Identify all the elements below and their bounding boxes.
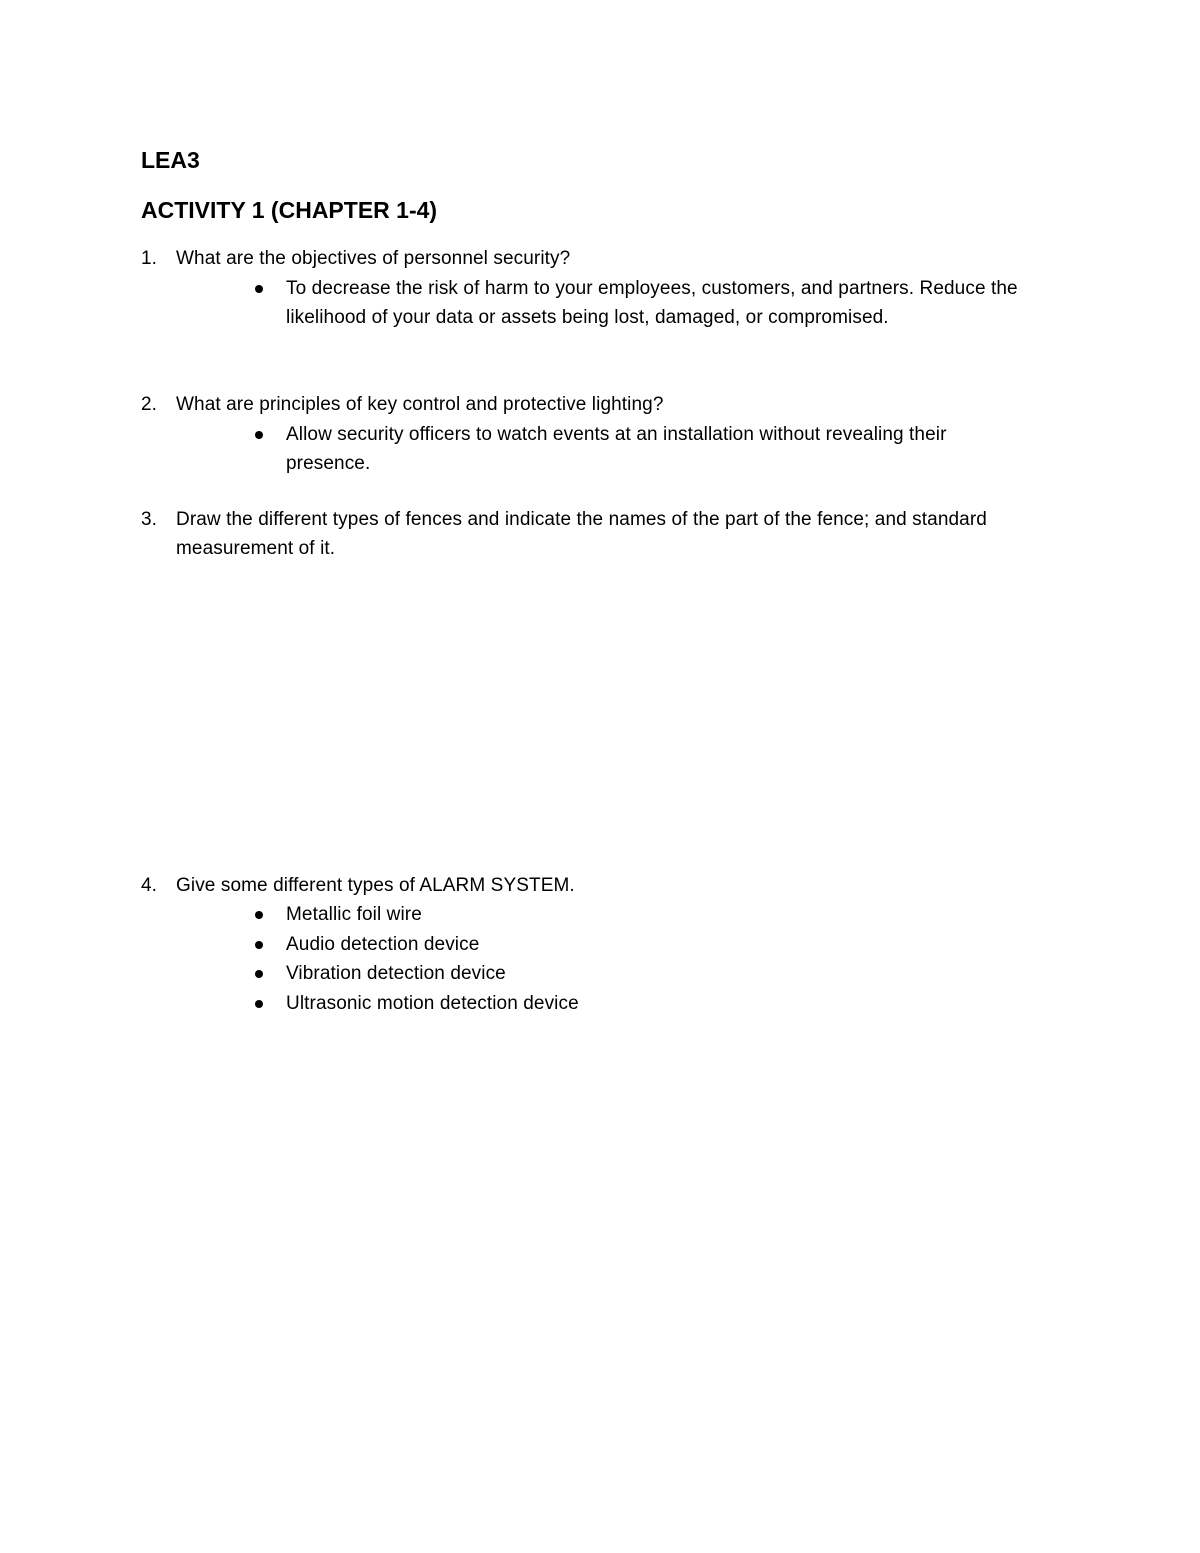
- question-text: measurement of it.: [176, 538, 336, 559]
- answer-text: Allow security officers to watch events at an installation without revealing their: [286, 424, 947, 445]
- answer-text: To decrease the risk of harm to your employees, customers, and partners. Reduce the: [286, 278, 1018, 299]
- answer-text: Audio detection device: [286, 934, 480, 955]
- answer-text: presence.: [286, 453, 371, 474]
- question-text: What are principles of key control and protective lighting?: [176, 394, 664, 415]
- question-number: 1.: [141, 248, 157, 269]
- bullet-icon: [255, 431, 263, 439]
- bullet-icon: [255, 970, 263, 978]
- bullet-icon: [255, 285, 263, 293]
- activity-title: ACTIVITY 1 (CHAPTER 1-4): [141, 197, 438, 223]
- answer-text: Ultrasonic motion detection device: [286, 993, 579, 1014]
- question-number: 4.: [141, 875, 157, 896]
- question-number: 3.: [141, 509, 157, 530]
- answer-text: likelihood of your data or assets being lost, damaged, or compromised.: [286, 307, 889, 328]
- course-code: LEA3: [141, 147, 200, 173]
- question-text: Give some different types of ALARM SYSTEM.: [176, 875, 575, 896]
- bullet-icon: [255, 1000, 263, 1008]
- answer-text: Vibration detection device: [286, 963, 506, 984]
- question-text: Draw the different types of fences and indicate the names of the part of the fence; and standard: [176, 509, 987, 530]
- question-text: What are the objectives of personnel security?: [176, 248, 571, 269]
- bullet-icon: [255, 941, 263, 949]
- answer-text: Metallic foil wire: [286, 904, 422, 925]
- question-number: 2.: [141, 394, 157, 415]
- bullet-icon: [255, 911, 263, 919]
